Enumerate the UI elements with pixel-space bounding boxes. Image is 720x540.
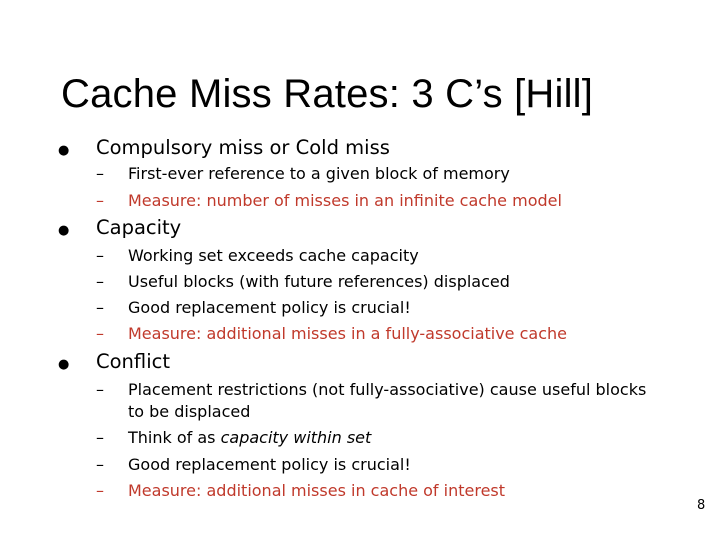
dash-icon: –	[96, 246, 104, 265]
sub-bullet-text: Measure: additional misses in cache of interest	[128, 481, 506, 500]
dash-icon: –	[96, 455, 104, 474]
dash-icon: –	[96, 481, 104, 500]
sub-bullet-text: Good replacement policy is crucial!	[128, 455, 411, 474]
dash-icon: –	[96, 298, 104, 317]
dash-icon: –	[96, 272, 104, 291]
sub-bullet-text: Placement restrictions (not fully-associative) cause useful blocks	[128, 380, 647, 399]
bullet-heading: Compulsory miss or Cold miss	[96, 136, 390, 159]
page-number: 8	[697, 498, 706, 513]
bullet-heading: Capacity	[96, 216, 182, 239]
sub-bullet-text: First-ever reference to a given block of memory	[128, 164, 510, 183]
sub-bullet-text-italic: capacity within set	[220, 428, 372, 447]
sub-bullet-text: Useful blocks (with future references) displaced	[128, 272, 510, 291]
bullet-dot-icon: ●	[58, 223, 70, 238]
bullet-dot-icon: ●	[58, 143, 70, 158]
dash-icon: –	[96, 380, 104, 399]
sub-bullet-text-plain: Think of as	[128, 428, 221, 447]
sub-bullet-text: Measure: number of misses in an infinite cache model	[128, 191, 562, 210]
sub-bullet-text: to be displaced	[128, 402, 251, 421]
sub-bullet-text	[128, 428, 371, 448]
sub-bullet-text: Working set exceeds cache capacity	[128, 246, 419, 265]
bullet-dot-icon: ●	[58, 357, 70, 372]
dash-icon: –	[96, 428, 104, 447]
sub-bullet-text: Good replacement policy is crucial!	[128, 298, 411, 317]
slide-title: Cache Miss Rates: 3 C’s [Hill]	[61, 72, 594, 116]
sub-bullet-text: Measure: additional misses in a fully-associative cache	[128, 324, 567, 343]
dash-icon: –	[96, 164, 104, 183]
dash-icon: –	[96, 191, 104, 210]
dash-icon: –	[96, 324, 104, 343]
bullet-heading: Conflict	[96, 350, 170, 373]
